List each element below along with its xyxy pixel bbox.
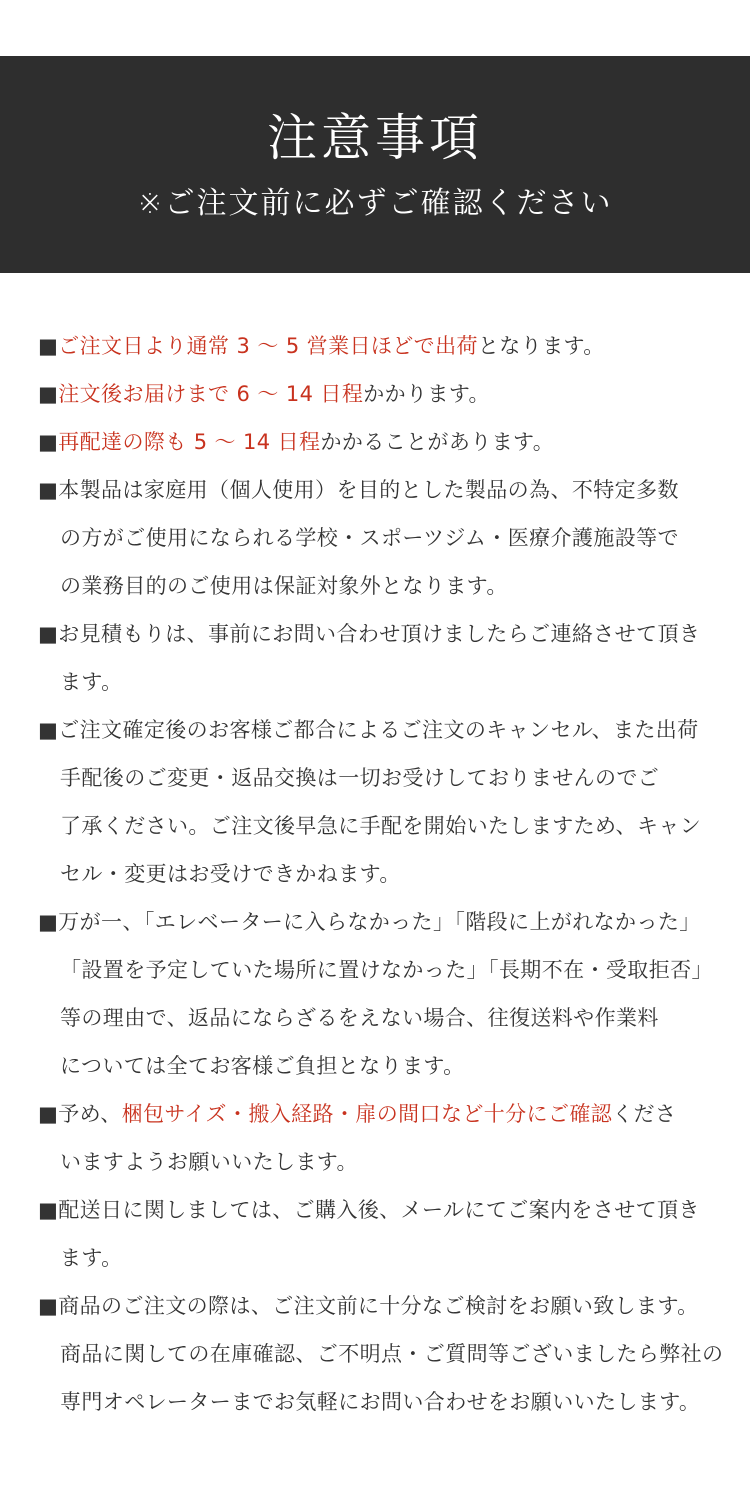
highlighted-text: 再配達の際も 5 ～ 14 日程 xyxy=(58,430,321,454)
highlighted-text: ご注文日より通常 3 ～ 5 営業日ほどで出荷 xyxy=(58,334,478,358)
square-bullet-icon: ■ xyxy=(38,718,59,742)
notice-header xyxy=(0,56,750,273)
notice-text: いますようお願いいたします。 xyxy=(60,1150,358,1174)
square-bullet-icon: ■ xyxy=(38,1294,59,1318)
notice-text: 商品のご注文の際は、ご注文前に十分なご検討をお願い致します。 xyxy=(58,1294,699,1318)
notice-line xyxy=(38,1330,728,1378)
notice-line xyxy=(38,1090,728,1138)
notice-item xyxy=(38,1186,728,1282)
notice-item xyxy=(38,322,728,370)
notice-text: 予め、 xyxy=(58,1102,122,1126)
square-bullet-icon: ■ xyxy=(38,622,59,646)
notice-line xyxy=(38,1378,728,1426)
notice-line xyxy=(38,514,728,562)
notice-line xyxy=(38,658,728,706)
notice-text: 手配後のご変更・返品交換は一切お受けしておりませんのでご xyxy=(60,766,660,790)
notice-item xyxy=(38,1090,728,1186)
notice-line xyxy=(38,850,728,898)
notice-text: 配送日に関しましては、ご購入後、メールにてご案内をさせて頂き xyxy=(58,1198,700,1222)
notice-line xyxy=(38,754,728,802)
notice-line xyxy=(38,706,728,754)
page-title: 注意事項 xyxy=(267,109,483,167)
notice-text: の方がご使用になられる学校・スポーツジム・医療介護施設等で xyxy=(60,526,679,550)
notice-text: ます。 xyxy=(60,1246,123,1270)
notice-text: お見積もりは、事前にお問い合わせ頂けましたらご連絡させて頂き xyxy=(58,622,701,646)
square-bullet-icon: ■ xyxy=(38,1102,59,1126)
notice-item xyxy=(38,898,728,1090)
notice-item xyxy=(38,466,728,610)
highlighted-text: 梱包サイズ・搬入経路・扉の間口など十分にご確認 xyxy=(121,1102,613,1126)
square-bullet-icon: ■ xyxy=(38,334,59,358)
notice-text: 専門オペレーターまでお気軽にお問い合わせをお願いいたします。 xyxy=(60,1390,701,1414)
square-bullet-icon: ■ xyxy=(38,430,59,454)
notice-text: セル・変更はお受けできかねます。 xyxy=(60,862,401,886)
highlighted-text: 注文後お届けまで 6 ～ 14 日程 xyxy=(58,382,364,406)
notice-text: ご注文確定後のお客様ご都合によるご注文のキャンセル、また出荷 xyxy=(58,718,699,742)
notice-line xyxy=(38,994,728,1042)
notice-text: 商品に関しての在庫確認、ご不明点・ご質問等ございましたら弊社の xyxy=(60,1342,724,1366)
notice-text: 等の理由で、返品にならざるをえない場合、往復送料や作業料 xyxy=(60,1006,659,1030)
notice-line xyxy=(38,1186,728,1234)
notice-line xyxy=(38,1234,728,1282)
notice-line xyxy=(38,1138,728,1186)
notice-line xyxy=(38,1282,728,1330)
notice-list xyxy=(38,322,728,1426)
notice-line xyxy=(38,946,728,994)
notice-line xyxy=(38,370,728,418)
notice-item xyxy=(38,706,728,898)
notice-text: ます。 xyxy=(60,670,123,694)
notice-text: 了承ください。ご注文後早急に手配を開始いたしますため、キャン xyxy=(60,814,702,838)
square-bullet-icon: ■ xyxy=(38,910,59,934)
page-subtitle: ※ご注文前に必ずご確認ください xyxy=(137,186,613,221)
notice-text: 本製品は家庭用（個人使用）を目的とした製品の為、不特定多数 xyxy=(58,478,679,502)
notice-text: 「設置を予定していた場所に置けなかった」「長期不在・受取拒否」 xyxy=(60,958,713,982)
notice-line xyxy=(38,610,728,658)
square-bullet-icon: ■ xyxy=(38,382,59,406)
notice-text: の業務目的のご使用は保証対象外となります。 xyxy=(60,574,508,598)
notice-line xyxy=(38,802,728,850)
notice-line xyxy=(38,562,728,610)
notice-line xyxy=(38,322,728,370)
notice-item xyxy=(38,370,728,418)
square-bullet-icon: ■ xyxy=(38,1198,59,1222)
notice-line xyxy=(38,418,728,466)
notice-item xyxy=(38,418,728,466)
notice-text: かかることがあります。 xyxy=(320,430,555,454)
notice-item xyxy=(38,1282,728,1426)
notice-line xyxy=(38,1042,728,1090)
notice-line xyxy=(38,466,728,514)
notice-text: くださ xyxy=(612,1102,677,1126)
notice-text: となります。 xyxy=(477,334,605,358)
notice-item xyxy=(38,610,728,706)
notice-text: については全てお客様ご負担となります。 xyxy=(60,1054,465,1078)
square-bullet-icon: ■ xyxy=(38,478,59,502)
notice-text: 万が一、「エレベーターに入らなかった」「階段に上がれなかった」 xyxy=(58,910,701,934)
notice-text: かかります。 xyxy=(363,382,490,406)
notice-line xyxy=(38,898,728,946)
